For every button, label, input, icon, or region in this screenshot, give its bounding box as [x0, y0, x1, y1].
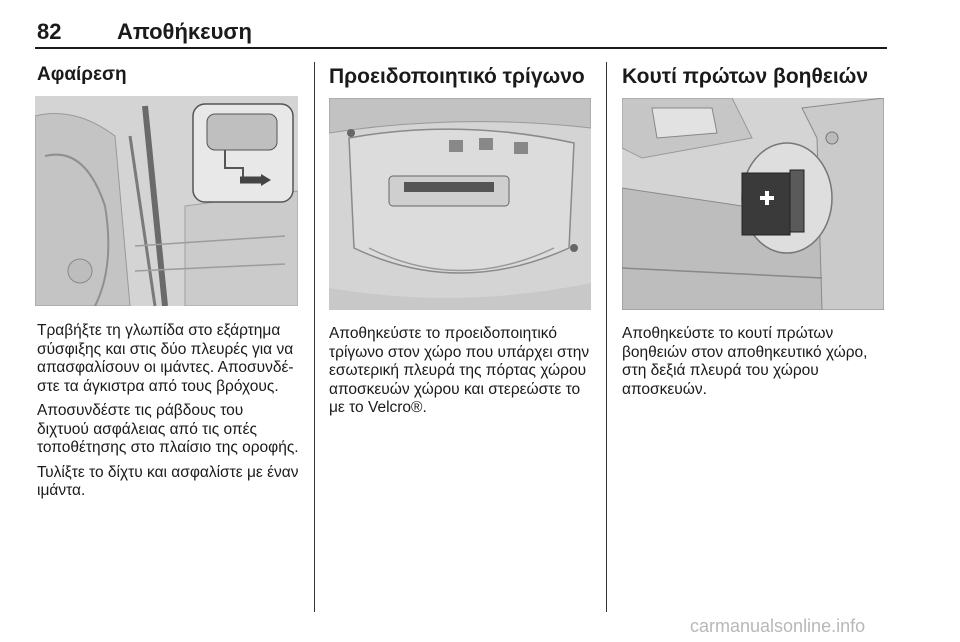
- section-title-warning-triangle: Προειδοποιητικό τρίγωνο: [329, 65, 585, 88]
- warning-triangle-paragraph: Αποθηκεύστε το προειδοποιητικό τρίγωνο στον χώρο που υπάρχει στην εσωτερική πλευρά της πόρτας χώρου αποσκευών χώρου και στερεώστε το με το Velcro®.: [329, 325, 590, 416]
- watermark: carmanualsonline.info: [690, 616, 866, 636]
- column-divider-1: [314, 62, 315, 612]
- first-aid-kit-text: [622, 325, 884, 405]
- removal-paragraph-1: Τραβήξτε τη γλωπίδα στο εξάρτημα σύσφιξης και στις δύο πλευρές για να απασφαλίσουν οι ιμάντες. Αποσυνδέ-στε τα άγκιστρα από τους βρόχους.: [37, 322, 294, 395]
- illustration-warning-triangle: [329, 98, 591, 310]
- column-divider-2: [606, 62, 607, 612]
- first-aid-kit-paragraph: Αποθηκεύστε το κουτί πρώτων βοηθειών στον αποθηκευτικό χώρο, στη δεξιά πλευρά του χώρου αποσκευών.: [622, 325, 868, 398]
- section-title-first-aid-kit: Κουτί πρώτων βοηθειών: [622, 65, 869, 88]
- removal-text: [37, 322, 299, 507]
- warning-triangle-text: [329, 325, 594, 424]
- illustration-first-aid-kit: [622, 98, 884, 310]
- removal-paragraph-3: Τυλίξτε το δίχτυ και ασφαλίστε με έναν ιμάντα.: [37, 463, 299, 499]
- illustration-safety-net: [35, 96, 298, 306]
- page-number: 82: [37, 19, 62, 44]
- chapter-title: Αποθήκευση: [117, 19, 252, 44]
- section-title-removal: Αφαίρεση: [37, 64, 127, 85]
- header-rule: [35, 47, 887, 49]
- removal-paragraph-2: Αποσυνδέστε τις ράβδους του διχτυού ασφάλειας από τις οπές τοποθέτησης στο πλαίσιο της οροφής.: [37, 402, 299, 456]
